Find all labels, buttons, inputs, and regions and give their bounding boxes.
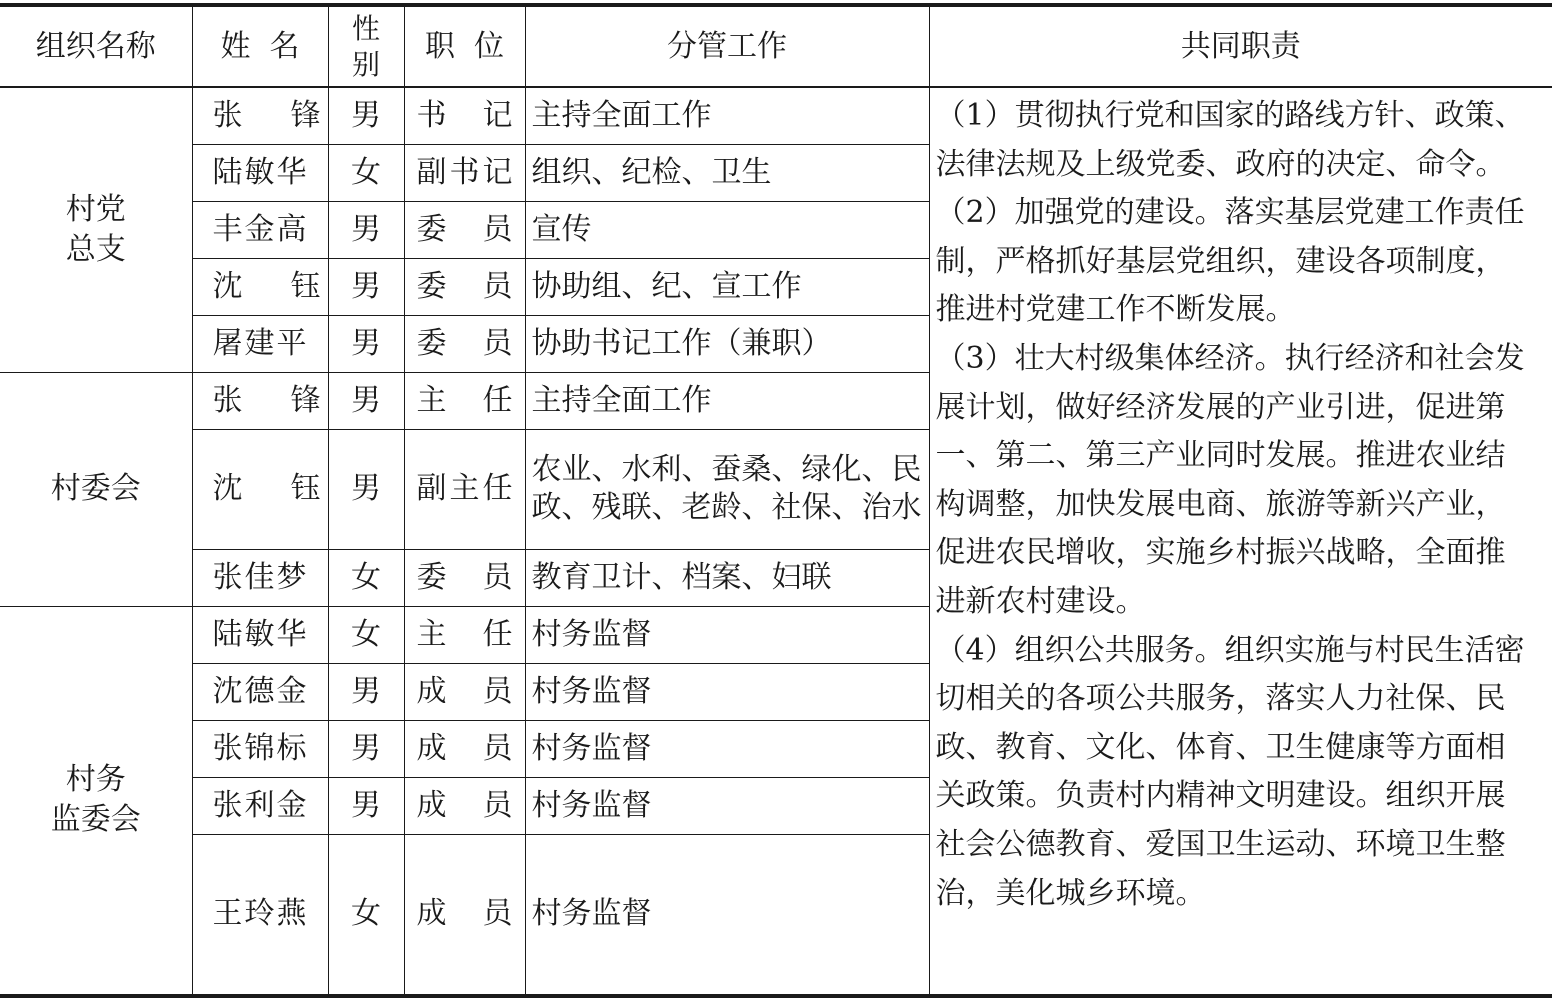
member-gender: 男 [328, 372, 404, 429]
member-duty: 村务监督 [525, 663, 929, 720]
header-org: 组织名称 [0, 5, 192, 87]
member-duty: 村务监督 [525, 777, 929, 834]
member-gender: 女 [328, 834, 404, 996]
member-duty: 主持全面工作 [525, 87, 929, 144]
member-gender: 男 [328, 315, 404, 372]
member-duty: 教育卫计、档案、妇联 [525, 549, 929, 606]
member-name: 沈德金 [192, 663, 328, 720]
member-position: 委员 [404, 201, 525, 258]
header-gender: 性别 [328, 5, 404, 87]
org-name-line: 总支 [65, 231, 126, 267]
member-position: 主任 [404, 372, 525, 429]
shared-duty-item: （3）壮大村级集体经济。执行经济和社会发展计划，做好经济发展的产业引进，促进第一、第二、第三产业同时发展。推进农业结构调整，加快发展电商、旅游等新兴产业，促进农民增收，实施乡村振兴战略，全面推进新农村建设。 [935, 340, 1525, 619]
member-name: 王玲燕 [192, 834, 328, 996]
member-name: 张锦标 [192, 720, 328, 777]
member-duty: 主持全面工作 [525, 372, 929, 429]
member-name: 张 锋 [192, 87, 328, 144]
member-duty: 组织、纪检、卫生 [525, 144, 929, 201]
org-name-line: 监委会 [50, 802, 141, 838]
org-cell-village-committee [0, 372, 192, 606]
shared-duty-item: （1）贯彻执行党和国家的路线方针、政策、法律法规及上级党委、政府的决定、命令。 [935, 98, 1525, 182]
header-name: 姓 名 [192, 5, 328, 87]
member-duty: 村务监督 [525, 720, 929, 777]
member-name: 屠建平 [192, 315, 328, 372]
village-staff-table [0, 3, 1552, 998]
member-gender: 男 [328, 777, 404, 834]
shared-duty-item: （2）加强党的建设。落实基层党建工作责任制，严格抓好基层党组织，建设各项制度，推进村党建工作不断发展。 [935, 195, 1525, 328]
header-shared-duties: 共同职责 [929, 5, 1552, 87]
member-gender: 女 [328, 606, 404, 663]
member-position: 书记 [404, 87, 525, 144]
member-position: 成员 [404, 720, 525, 777]
shared-duty-item: （4）组织公共服务。组织实施与村民生活密切相关的各项公共服务，落实人力社保、民政、教育、文化、体育、卫生健康等方面相关政策。负责村内精神文明建设。组织开展社会公德教育、爱国卫生运动、环境卫生整治，美化城乡环境。 [935, 632, 1525, 911]
member-duty: 协助书记工作（兼职） [525, 315, 929, 372]
member-duty: 村务监督 [525, 834, 929, 996]
member-name: 张 锋 [192, 372, 328, 429]
member-name: 沈 钰 [192, 429, 328, 549]
member-name: 张利金 [192, 777, 328, 834]
member-gender: 男 [328, 663, 404, 720]
member-gender: 女 [328, 144, 404, 201]
member-gender: 男 [328, 258, 404, 315]
member-gender: 男 [328, 429, 404, 549]
org-cell-supervision-committee [0, 606, 192, 996]
header-position: 职 位 [404, 5, 525, 87]
shared-duties-cell [929, 87, 1552, 996]
member-position: 成员 [404, 777, 525, 834]
org-cell-party-branch [0, 87, 192, 372]
member-position: 副书记 [404, 144, 525, 201]
member-position: 委员 [404, 549, 525, 606]
member-gender: 男 [328, 720, 404, 777]
table-header-row [0, 5, 1552, 87]
member-position: 委员 [404, 315, 525, 372]
member-name: 丰金高 [192, 201, 328, 258]
member-position: 副主任 [404, 429, 525, 549]
member-name: 陆敏华 [192, 606, 328, 663]
org-name-line: 村务 [65, 762, 126, 798]
member-duty: 协助组、纪、宣工作 [525, 258, 929, 315]
member-position: 成员 [404, 663, 525, 720]
header-duty: 分管工作 [525, 5, 929, 87]
member-duty: 农业、水利、蚕桑、绿化、民政、残联、老龄、社保、治水 [525, 429, 929, 549]
member-name: 张佳梦 [192, 549, 328, 606]
member-position: 主任 [404, 606, 525, 663]
member-position: 成员 [404, 834, 525, 996]
member-position: 委员 [404, 258, 525, 315]
member-name: 沈 钰 [192, 258, 328, 315]
member-gender: 女 [328, 549, 404, 606]
table-row [0, 87, 1552, 144]
org-name-line: 村委会 [50, 471, 141, 506]
member-duty: 宣传 [525, 201, 929, 258]
member-name: 陆敏华 [192, 144, 328, 201]
org-name-line: 村党 [65, 191, 126, 227]
member-duty: 村务监督 [525, 606, 929, 663]
member-gender: 男 [328, 87, 404, 144]
member-gender: 男 [328, 201, 404, 258]
